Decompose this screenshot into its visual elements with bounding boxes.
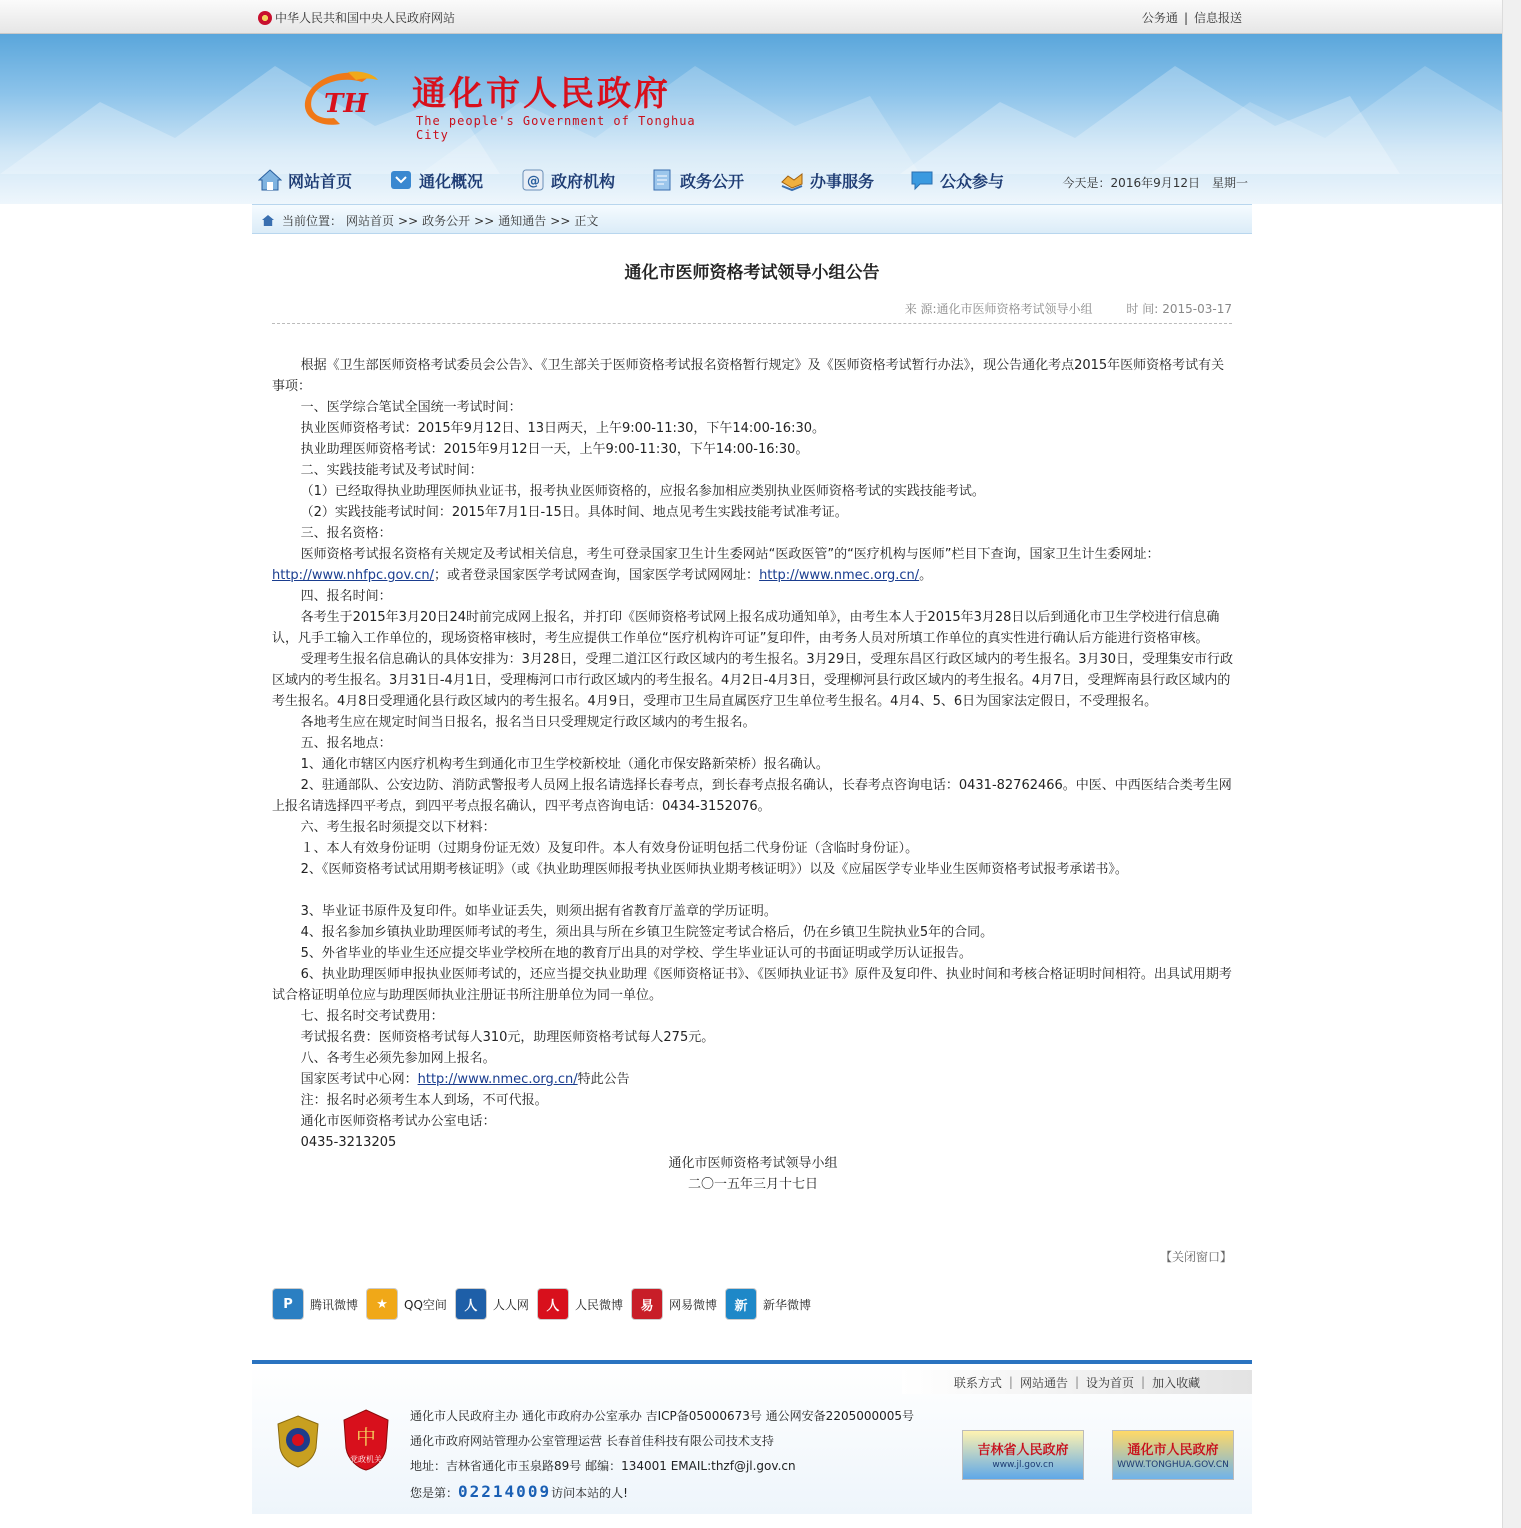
police-badge-icon[interactable] — [274, 1414, 322, 1469]
xinhua-weibo-icon: 新 — [725, 1288, 757, 1320]
paragraph: 4、报名参加乡镇执业助理医师考试的考生，须出具与所在乡镇卫生院签定考试合格后，仍在乡镇卫生院执业5年的合同。 — [300, 925, 994, 940]
article-body — [272, 355, 1234, 1195]
share-people-weibo[interactable]: 人 人民微博 — [537, 1288, 623, 1320]
blank-line — [272, 880, 1234, 901]
tonghua-logo-icon — [300, 68, 380, 130]
nav-item-services[interactable]: 办事服务 — [780, 168, 874, 192]
paragraph: 6、执业助理医师申报执业医师考试的，还应当提交执业助理《医师资格证书》、《医师执业证书》原件及复印件、执业时间和考核合格证明时间相符。出具试用期考试合格证明单位应与助理医师执业注册证书所注册单位为同一单位。 — [272, 967, 1232, 1003]
phone-number: 0435-3213205 — [300, 1135, 397, 1150]
article-container — [252, 232, 1252, 1352]
nhfpc-link[interactable]: http://www.nhfpc.gov.cn/ — [272, 568, 435, 583]
paragraph: （2）实践技能考试时间：2015年7月1日-15日。具体时间、地点见考生实践技能考试准考证。 — [300, 505, 848, 520]
main-nav — [258, 162, 1248, 202]
breadcrumb-home-icon — [262, 215, 274, 226]
paragraph: 注：报名时必须考生本人到场，不可代报。 — [300, 1093, 548, 1108]
book-icon — [389, 168, 413, 192]
footer-sep: | — [1074, 1375, 1080, 1389]
site-footer — [252, 1360, 1252, 1514]
share-netease-weibo[interactable]: 易 网易微博 — [631, 1288, 717, 1320]
footer-line-host: 通化市人民政府主办 通化市政府办公室承办 吉ICP备05000673号 通公网安备2205000005号 — [410, 1409, 915, 1423]
breadcrumb-home[interactable]: 网站首页 — [346, 214, 395, 228]
share-renren[interactable]: 人 人人网 — [455, 1288, 529, 1320]
paragraph: 根据《卫生部医师资格考试委员会公告》、《卫生部关于医师资格考试报名资格暂行规定》及《医师资格考试暂行办法》，现公告通化考点2015年医师资格考试有关事项： — [272, 358, 1225, 394]
top-links — [1136, 9, 1248, 26]
breadcrumb-gov-affairs[interactable]: 政务公开 — [422, 214, 471, 228]
current-date: 今天是：2016年9月12日 星期一 — [1062, 176, 1248, 190]
paragraph: 2、《医师资格考试试用期考核证明》（或《执业助理医师报考执业医师执业期考核证明》）以及《应届医学专业毕业生医师资格考试报考承诺书》。 — [300, 862, 1128, 877]
paragraph: （1）已经取得执业助理医师执业证书，报考执业医师资格的，应报名参加相应类别执业医师资格考试的实践技能考试。 — [300, 484, 985, 499]
home-icon — [258, 168, 282, 192]
paragraph: 国家医考试中心网：http://www.nmec.org.cn/特此公告 — [300, 1072, 630, 1087]
nav-item-overview[interactable]: 通化概况 — [389, 168, 483, 192]
footer-line-address: 地址：吉林省通化市玉泉路89号 邮编：134001 EMAIL:thzf@jl.gov.cn — [410, 1459, 796, 1473]
paragraph: 2、驻通部队、公安边防、消防武警报考人员网上报名请选择长春考点，到长春考点报名确认，长春考点咨询电话：0431-82762466。中医、中西医结合类考生网上报名请选择四平考点，到四平考点报名确认，四平考点咨询电话：0434-3152076。 — [272, 778, 1232, 814]
section-heading: 八、各考生必须先参加网上报名。 — [300, 1051, 496, 1066]
section-heading: 六、考生报名时须提交以下材料： — [300, 820, 496, 835]
share-xinhua-weibo[interactable]: 新 新华微博 — [725, 1288, 811, 1320]
paragraph: 1、通化市辖区内医疗机构考生到通化市卫生学校新校址（通化市保安路新荣桥）报名确认。 — [300, 757, 829, 772]
article-time: 2015-03-17 — [1162, 302, 1232, 316]
section-heading: 五、报名地点： — [300, 736, 392, 751]
renren-icon: 人 — [455, 1288, 487, 1320]
top-link-gongwutong[interactable]: 公务通 — [1141, 11, 1178, 25]
site-title: 通化市人民政府 — [412, 74, 671, 114]
section-heading: 三、报名资格： — [300, 526, 392, 541]
share-qzone[interactable]: ★ QQ空间 — [366, 1288, 447, 1320]
site-logo[interactable] — [300, 60, 720, 140]
breadcrumb-sep: >> — [474, 213, 495, 228]
share-tencent-weibo[interactable]: P 腾讯微博 — [272, 1288, 358, 1320]
nav-item-gov-affairs[interactable]: 政务公开 — [650, 168, 744, 192]
logo-letters: TH — [324, 89, 368, 119]
footer-sep: | — [1008, 1375, 1013, 1389]
paragraph: 各地考生应在规定时间当日报名，报名当日只受理规定行政区域内的考生报名。 — [300, 715, 756, 730]
central-gov-link[interactable]: 中华人民共和国中央人民政府网站 — [258, 9, 455, 26]
time-label: 时 间: — [1126, 302, 1159, 316]
badge-text: 党政机关 — [350, 1455, 382, 1464]
footer-info — [410, 1404, 914, 1506]
breadcrumb-sep: >> — [398, 213, 419, 228]
paragraph: 各考生于2015年3月20日24时前完成网上报名，并打印《医师资格考试网上报名成功通知单》，由考生本人于2015年3月28日以后到通化市卫生学校进行信息确认，凡手工输入工作单位的，现场资格审核时，考生应提供工作单位“医疗机构许可证”复印件，由考务人员对所填工作单位的真实性进行确认后方能进行资格审核。 — [272, 610, 1220, 646]
footer-link-notice[interactable]: 网站通告 — [1019, 1375, 1068, 1390]
paragraph: 5、外省毕业的毕业生还应提交毕业学校所在地的教育厅出具的对学校、学生毕业证认可的书面证明或学历认证报告。 — [300, 946, 972, 961]
section-heading: 一、医学综合笔试全国统一考试时间： — [300, 400, 522, 415]
breadcrumb-prefix: 当前位置： — [282, 214, 343, 228]
nav-item-gov-agencies[interactable]: @ 政府机构 — [521, 168, 615, 192]
national-emblem-icon — [258, 11, 272, 25]
footer-link-set-home[interactable]: 设为首页 — [1086, 1375, 1135, 1390]
chat-icon — [910, 168, 934, 192]
svg-text:中: 中 — [356, 1425, 376, 1449]
paragraph: 通化市医师资格考试办公室电话： — [300, 1114, 496, 1129]
breadcrumb — [252, 204, 1252, 234]
breadcrumb-sep: >> — [550, 213, 571, 228]
signature-date: 二〇一五年三月十七日 — [687, 1177, 818, 1192]
netease-weibo-icon: 易 — [631, 1288, 663, 1320]
paragraph: 3、毕业证书原件及复印件。如毕业证丢失，则须出据有省教育厅盖章的学历证明。 — [300, 904, 777, 919]
paragraph: 考试报名费：医师资格考试每人310元，助理医师资格考试每人275元。 — [300, 1030, 715, 1045]
signature: 通化市医师资格考试领导小组 — [668, 1156, 838, 1171]
nav-item-public-participation[interactable]: 公众参与 — [910, 168, 1004, 192]
footer-links — [902, 1370, 1252, 1394]
nmec-link[interactable]: http://www.nmec.org.cn/ — [759, 568, 920, 583]
section-heading: 七、报名时交考试费用： — [300, 1009, 444, 1024]
footer-line-support: 通化市政府网站管理办公室管理运营 长春首佳科技有限公司技术支持 — [410, 1434, 774, 1448]
breadcrumb-current: 正文 — [574, 214, 599, 228]
top-bar — [0, 0, 1503, 34]
svg-text:@: @ — [527, 174, 540, 189]
divider — [272, 323, 1232, 324]
article-meta — [905, 300, 1232, 317]
section-heading: 二、实践技能考试及考试时间： — [300, 463, 483, 478]
counter-digits: 02214009 — [458, 1482, 552, 1501]
nmec-link-2[interactable]: http://www.nmec.org.cn/ — [417, 1072, 578, 1087]
paragraph: 执业助理医师资格考试：2015年9月12日一天，上午9:00-11:30，下午14:00-16:30。 — [300, 442, 809, 457]
paragraph: １、本人有效身份证明（过期身份证无效）及复印件。本人有效身份证明包括二代身份证（含临时身份证）。 — [300, 841, 919, 856]
top-link-sep: | — [1183, 11, 1188, 25]
footer-sep: | — [1141, 1375, 1146, 1389]
footer-link-contact[interactable]: 联系方式 — [953, 1375, 1002, 1390]
nav-item-home[interactable]: 网站首页 — [258, 168, 352, 192]
document-icon — [650, 168, 674, 192]
source-label: 来 源: — [904, 302, 937, 316]
paragraph: 执业医师资格考试：2015年9月12日、13日两天，上午9:00-11:30，下午14:00-16:30。 — [300, 421, 825, 436]
tencent-weibo-icon: P — [272, 1288, 304, 1320]
footer-link-favorite[interactable]: 加入收藏 — [1152, 1375, 1201, 1390]
paragraph: 医师资格考试报名资格有关规定及考试相关信息，考生可登录国家卫生计生委网站“医政医管”的“医疗机构与医师”栏目下查询，国家卫生计生委网址：http://www.nhfpc.gov.cn/；或者登录国家医学考试网查询，国家医学考试网网址：http://www.nmec.org.cn/。 — [272, 547, 1160, 583]
section-heading: 四、报名时间： — [300, 589, 392, 604]
visit-counter: 您是第：02214009访问本站的人! — [410, 1482, 628, 1501]
site-subtitle: The people's Government of Tonghua City — [416, 114, 696, 142]
top-link-info-submit[interactable]: 信息报送 — [1193, 11, 1242, 25]
party-gov-badge-icon[interactable] — [340, 1408, 392, 1472]
people-weibo-icon: 人 — [537, 1288, 569, 1320]
paragraph: 受理考生报名信息确认的具体安排为：3月28日，受理二道江区行政区域内的考生报名。3月29日，受理东昌区行政区域内的考生报名。3月30日，受理集安市行政区域内的考生报名。3月31日-4月1日，受理梅河口市行政区域内的考生报名。4月2日-4月3日，受理柳河县行政区域内的考生报名。4月7日，受理辉南县行政区域内的考生报名。4月8日受理通化县行政区域内的考生报名。4月9日，受理市卫生局直属医疗卫生单位考生报名。4月4、5、6日为国家法定假日，不受理报名。 — [272, 652, 1234, 709]
tonghua-gov-banner[interactable]: 通化市人民政府 WWW.TONGHUA.GOV.CN — [1112, 1430, 1234, 1480]
handshake-icon — [780, 168, 804, 192]
vertical-scrollbar[interactable] — [1502, 0, 1521, 1528]
share-bar — [272, 1288, 819, 1320]
breadcrumb-notices[interactable]: 通知通告 — [498, 214, 547, 228]
at-icon — [521, 168, 545, 192]
article-source: 通化市医师资格考试领导小组 — [936, 302, 1093, 316]
qzone-icon: ★ — [366, 1288, 398, 1320]
jilin-gov-banner[interactable]: 吉林省人民政府 www.jl.gov.cn — [962, 1430, 1084, 1480]
article-title: 通化市医师资格考试领导小组公告 — [624, 263, 880, 283]
close-window-button[interactable]: 【关闭窗口】 — [1159, 1250, 1232, 1264]
